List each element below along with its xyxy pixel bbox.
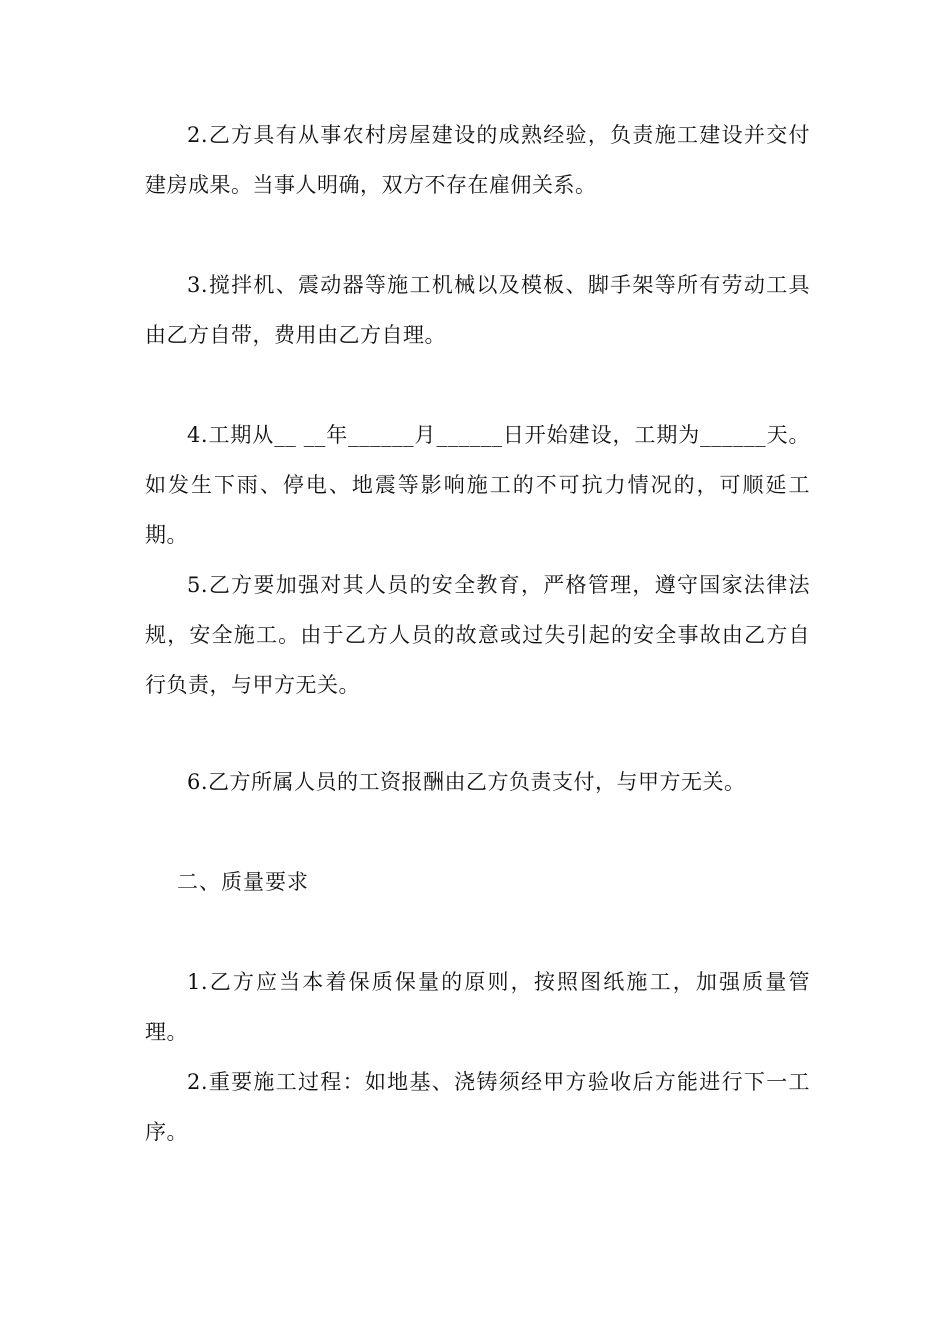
clause-3-paragraph: 3.搅拌机、震动器等施工机械以及模板、脚手架等所有劳动工具由乙方自带，费用由乙方自理。 xyxy=(145,273,810,347)
quality-clause-1-paragraph: 1.乙方应当本着保质保量的原则，按照图纸施工，加强质量管理。 xyxy=(145,970,810,1044)
clause-6-paragraph: 6.乙方所属人员的工资报酬由乙方负责支付，与甲方无关。 xyxy=(187,770,746,794)
clause-4-paragraph: 4.工期从__ __年______月______日开始建设，工期为______天。如发生下雨、停电、地震等影响施工的不可抗力情况的，可顺延工期。 xyxy=(145,423,810,547)
clause-2-paragraph: 2.乙方具有从事农村房屋建设的成熟经验，负责施工建设并交付建房成果。当事人明确，双方不存在雇佣关系。 xyxy=(145,123,810,197)
clause-5-paragraph: 5.乙方要加强对其人员的安全教育，严格管理，遵守国家法律法规，安全施工。由于乙方人员的故意或过失引起的安全事故由乙方自行负责，与甲方无关。 xyxy=(145,573,810,697)
quality-clause-2-paragraph: 2.重要施工过程：如地基、浇铸须经甲方验收后方能进行下一工序。 xyxy=(145,1070,810,1144)
section-heading-quality: 二、质量要求 xyxy=(177,870,309,894)
